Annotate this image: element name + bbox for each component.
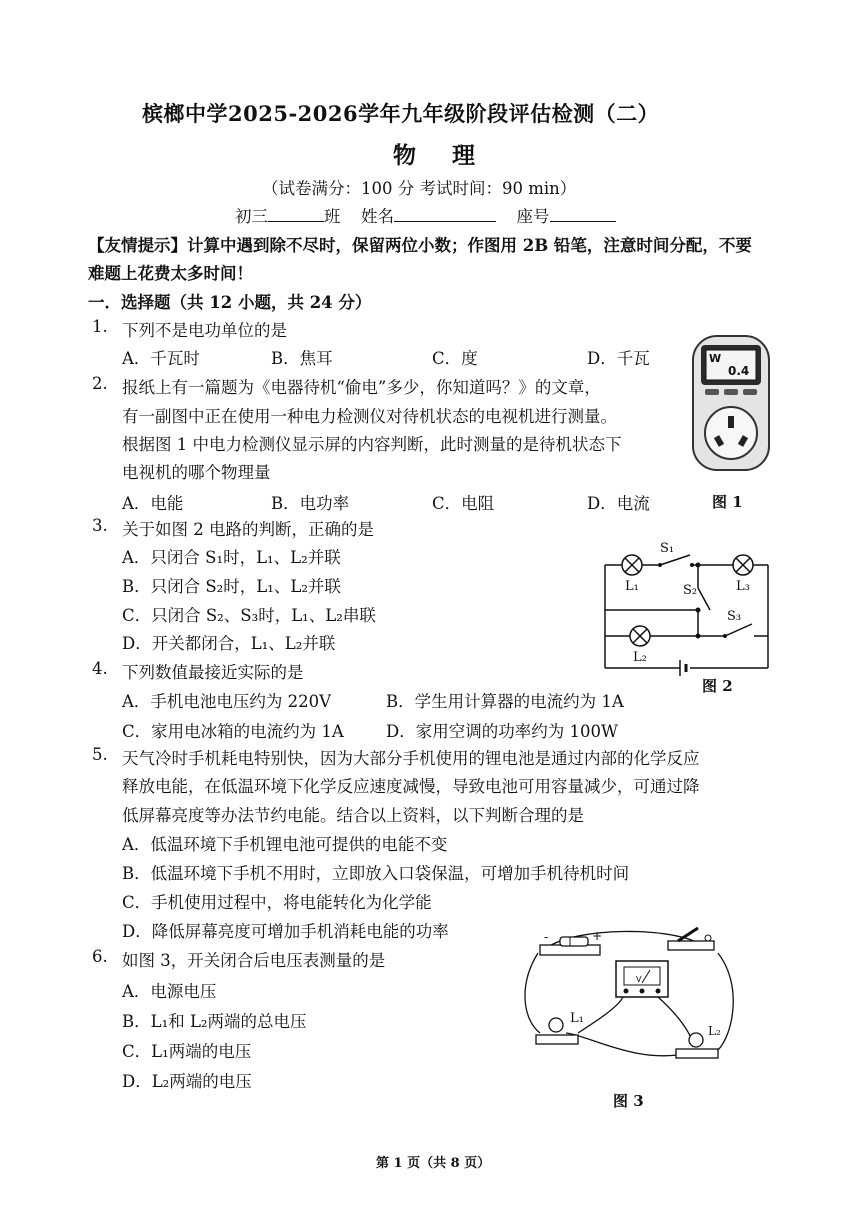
option: A．只闭合 S₁时，L₁、L₂并联 bbox=[122, 548, 341, 567]
lamp-l2 bbox=[689, 1033, 703, 1047]
figure-2-caption: 图 2 bbox=[702, 677, 733, 695]
option: C．手机使用过程中，将电能转化为化学能 bbox=[122, 893, 432, 912]
option: D．千瓦 bbox=[587, 349, 650, 368]
question-stem: 根据图 1 中电力检测仪显示屏的内容判断，此时测量的是待机状态下 bbox=[122, 435, 622, 454]
student-info-row bbox=[235, 203, 616, 227]
meter-button bbox=[705, 389, 719, 395]
seat-label: 座号 bbox=[516, 207, 550, 226]
option: B．只闭合 S₂时，L₁、L₂并联 bbox=[122, 577, 341, 596]
option: A．电源电压 bbox=[122, 982, 217, 1001]
question-stem: 天气冷时手机耗电特别快，因为大部分手机使用的锂电池是通过内部的化学反应 bbox=[122, 749, 700, 768]
question-stem: 报纸上有一篇题为《电器待机“偷电”多少，你知道吗？》的文章， bbox=[122, 378, 601, 397]
option: C．只闭合 S₂、S₃时，L₁、L₂串联 bbox=[122, 606, 376, 625]
option: A．电能 bbox=[122, 494, 184, 513]
option: C．度 bbox=[432, 349, 478, 368]
lamp-l1 bbox=[549, 1018, 563, 1032]
meter-button bbox=[724, 389, 738, 395]
meter-unit-label: W bbox=[709, 352, 722, 365]
label-s2: S₂ bbox=[683, 583, 698, 598]
option: B．学生用计算器的电流约为 1A bbox=[386, 692, 624, 711]
exam-info: （试卷满分：100 分 考试时间：90 min） bbox=[262, 179, 577, 198]
name-blank[interactable] bbox=[394, 207, 496, 222]
battery-cell bbox=[560, 937, 588, 946]
option: C．电阻 bbox=[432, 494, 495, 513]
label-l3: L₃ bbox=[736, 579, 750, 594]
switch-s1-blade bbox=[660, 555, 690, 565]
question-stem: 电视机的哪个物理量 bbox=[122, 463, 271, 482]
option: A．千瓦时 bbox=[122, 349, 200, 368]
question-stem: 下列不是电功单位的是 bbox=[122, 321, 287, 340]
label-l1: L₁ bbox=[625, 579, 639, 594]
wire bbox=[566, 1033, 688, 1056]
battery-plus-label: + bbox=[592, 929, 603, 943]
option: D．降低屏幕亮度可增加手机消耗电能的功率 bbox=[122, 922, 449, 941]
question-number: 1. bbox=[92, 317, 108, 336]
lamp-l2-base bbox=[676, 1049, 718, 1058]
option: C．L₁两端的电压 bbox=[122, 1042, 252, 1061]
class-blank[interactable] bbox=[268, 207, 324, 222]
option: D．L₂两端的电压 bbox=[122, 1072, 252, 1091]
option: B．L₁和 L₂两端的总电压 bbox=[122, 1012, 307, 1031]
label-s1: S₁ bbox=[660, 541, 675, 556]
section-heading: 一．选择题（共 12 小题，共 24 分） bbox=[88, 293, 372, 312]
option: D．电流 bbox=[587, 494, 650, 513]
battery-minus-label: - bbox=[544, 930, 549, 944]
option: B．电功率 bbox=[271, 494, 350, 513]
question-stem: 有一副图中正在使用一种电力检测仪对待机状态的电视机进行测量。 bbox=[122, 407, 617, 426]
label-l2: L₂ bbox=[708, 1024, 721, 1038]
label-l1: L₁ bbox=[570, 1011, 584, 1026]
wire bbox=[525, 953, 540, 1033]
label-l2: L₂ bbox=[633, 650, 647, 665]
lamp-l1-base bbox=[536, 1035, 578, 1044]
question-number: 4. bbox=[92, 659, 108, 678]
power-meter-figure bbox=[690, 333, 772, 473]
meter-reading: 0.4 bbox=[728, 364, 750, 378]
socket-face bbox=[705, 407, 757, 459]
option: A．低温环境下手机锂电池可提供的电能不变 bbox=[122, 835, 448, 854]
question-number: 6. bbox=[92, 947, 108, 966]
question-stem: 下列数值最接近实际的是 bbox=[122, 663, 304, 682]
socket-hole bbox=[728, 416, 734, 428]
label-s3: S₃ bbox=[727, 609, 742, 624]
question-stem: 如图 3，开关闭合后电压表测量的是 bbox=[122, 951, 386, 970]
question-number: 5. bbox=[92, 745, 108, 764]
option: D．开关都闭合，L₁、L₂并联 bbox=[122, 634, 336, 653]
notice-line-1: 【友情提示】计算中遇到除不尽时，保留两位小数；作图用 2B 铅笔，注意时间分配，不要 bbox=[88, 236, 752, 255]
notice-line-2: 难题上花费太多时间！ bbox=[88, 264, 253, 283]
question-stem: 关于如图 2 电路的判断，正确的是 bbox=[122, 520, 374, 539]
figure-3-caption: 图 3 bbox=[613, 1092, 644, 1110]
wire bbox=[578, 997, 623, 1033]
name-label: 姓名 bbox=[361, 207, 394, 226]
question-stem: 低屏幕亮度等办法节约电能。结合以上资料，以下判断合理的是 bbox=[122, 806, 584, 825]
class-suffix: 班 bbox=[324, 207, 341, 226]
option: D．家用空调的功率约为 100W bbox=[386, 722, 618, 741]
page-number: 第 1 页（共 8 页） bbox=[376, 1156, 491, 1171]
switch-s2-blade bbox=[698, 588, 710, 610]
subject-title: 物 理 bbox=[393, 142, 490, 169]
option: B．低温环境下手机不用时，立即放入口袋保温，可增加手机待机时间 bbox=[122, 864, 630, 883]
option: B．焦耳 bbox=[271, 349, 333, 368]
page-title: 槟榔中学2025-2026学年九年级阶段评估检测（二） bbox=[142, 101, 660, 126]
circuit-figure-2 bbox=[600, 540, 775, 685]
question-number: 3. bbox=[92, 516, 108, 535]
wire bbox=[658, 997, 693, 1047]
figure-1-caption: 图 1 bbox=[712, 493, 743, 511]
switch-s3-blade bbox=[725, 624, 752, 636]
switch-base bbox=[668, 941, 714, 950]
voltmeter-symbol: V bbox=[636, 975, 642, 984]
meter-button bbox=[743, 389, 757, 395]
seat-blank[interactable] bbox=[550, 207, 616, 222]
option: C．家用电冰箱的电流约为 1A bbox=[122, 722, 344, 741]
question-number: 2. bbox=[92, 374, 108, 393]
circuit-figure-3 bbox=[518, 925, 738, 1075]
question-stem: 释放电能，在低温环境下化学反应速度减慢，导致电池可用容量减少，可通过降 bbox=[122, 777, 700, 796]
class-prefix: 初三 bbox=[235, 207, 268, 226]
option: A．手机电池电压约为 220V bbox=[122, 692, 332, 711]
